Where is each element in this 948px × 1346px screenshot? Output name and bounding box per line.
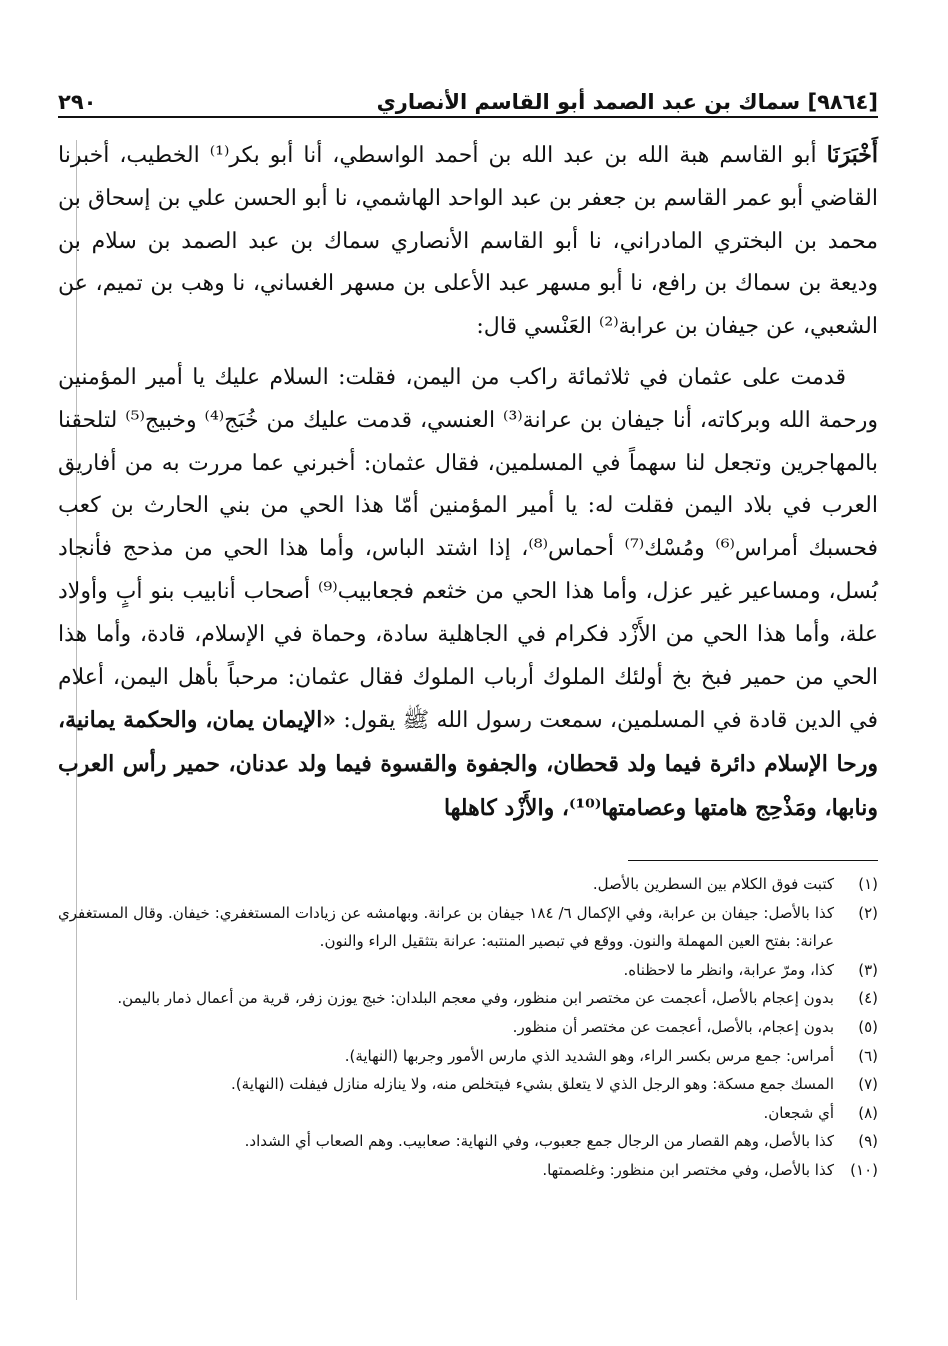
footnote-number: (١): [858, 875, 878, 893]
page-number: ٢٩٠: [58, 90, 97, 114]
footnotes: [58, 870, 878, 1185]
footnote-number: (٤): [858, 989, 878, 1008]
footnote-number: (٢): [858, 903, 878, 922]
footnote: [58, 1042, 878, 1071]
footnote-text: كتبت فوق الكلام بين السطرين بالأصل.: [592, 875, 834, 893]
header-rule: [58, 116, 878, 118]
running-title: [٩٨٦٤] سماك بن عبد الصمد أبو القاسم الأنصاري: [376, 90, 878, 114]
paragraph-lead-word: أَخْبَرَنَا: [826, 142, 878, 168]
paragraph-isnad: [58, 134, 878, 349]
footnote-number: (٣): [858, 960, 878, 979]
footnote-number: (٦): [858, 1046, 878, 1065]
footnote-separator: [628, 860, 878, 861]
running-header: [58, 74, 878, 114]
footnote-text: كذا بالأصل، وهم القصار من الرجال جمع جعبوب، وفي النهاية: صعابيب. وهم الصعاب أي الشداد.: [244, 1132, 834, 1151]
paragraph-isnad-text: أبو القاسم هبة الله بن عبد الله بن أحمد الواسطي، أنا أبو بكر⁽¹⁾ الخطيب، أخبرنا القاضي أبو عمر القاسم بن جعفر بن عبد الواحد الهاشمي، نا أبو الحسن علي بن إسحاق بن محمد بن البختري المادراني، نا أبو القاسم الأنصاري سماك بن عبد الصمد بن سلام بن وديعة بن سماك بن رافع، نا أبو مسهر عبد الأعلى بن مسهر الغساني، نا وهب بن تميم، عن الشعبي، عن جيفان بن عرابة⁽²⁾ العَنْسي قال:: [58, 143, 878, 340]
footnote: [58, 870, 878, 899]
footnote: [58, 956, 878, 985]
footnote: [58, 1013, 878, 1042]
footnote: [58, 1156, 878, 1185]
main-text: [58, 134, 878, 831]
footnote-number: (٥): [858, 1017, 878, 1036]
footnote-text: كذا بالأصل، وفي مختصر ابن منظور: وغلصمتها.: [542, 1160, 834, 1179]
footnote: [58, 899, 878, 956]
footnote: [58, 1099, 878, 1128]
footnote-number: (١٠): [850, 1160, 878, 1179]
paragraph-narration: [58, 357, 878, 831]
footnote-text: المسك جمع مسكة: وهو الرجل الذي لا يتعلق بشيء فيتخلص منه، ولا ينازله منازل فيفلت (النهاية).: [231, 1075, 834, 1094]
footnote-text: بدون إعجام، بالأصل، أعجمت عن مختصر أن منظور.: [512, 1017, 834, 1036]
footnote-text: أي شجعان.: [763, 1103, 834, 1122]
footnote-text: كذا بالأصل: جيفان بن عرابة، وفي الإكمال ٦/ ١٨٤ جيفان بن عرانة. وبهامشه عن زيادات المستغفري: خيفان. وقال المستغفري عرانة: بفتح العين المهملة والنون. ووقع في تبصير المنتبه: عرانة بتثقيل الراء والنون.: [58, 903, 835, 951]
footnote-number: (٧): [858, 1075, 878, 1094]
paragraph-narration-text: قدمت على عثمان في ثلاثمائة راكب من اليمن، فقلت: السلام عليك يا أمير المؤمنين ورحمة الله وبركاته، أنا جيفان بن عرانة⁽³⁾ العنسي، قدمت عليك من خُبَج⁽⁴⁾ وخبيج⁽⁵⁾ لتلحقنا بالمهاجرين وتجعل لنا سهماً في المسلمين، فقال عثمان: أخبرني عما مررت به من أفاريق العرب في بلاد اليمن فقلت له: يا أمير المؤمنين أمّا هذا الحي من بني الحارث بن كعب فحسبك أمراس⁽⁶⁾ ومُسْك⁽⁷⁾ أحماس⁽⁸⁾، إذا اشتد الباس، وأما هذا الحي من مذحج فأنجاد بُسل، ومساعير غير عزل، وأما هذا الحي من خثعم فجعابيب⁽⁹⁾ أصحاب أنابيب بنو أبٍ وأولاد علة، وأما هذا الحي من الأَزْد فكرام في الجاهلية سادة، وحماة في الإسلام، قادة، وأما هذا الحي من حمير فبخ بخ أولئك الملوك أرباب الملوك فقال عثمان: مرحباً بأهل اليمن، أعلام في الدين قادة في المسلمين، سمعت رسول الله ﷺ يقول:: [58, 364, 879, 734]
footnote-number: (٩): [858, 1132, 878, 1151]
footnote-text: أمراس: جمع مرس بكسر الراء، وهو الشديد الذي مارس الأمور وجربها (النهاية).: [344, 1046, 834, 1065]
footnote-text: بدون إعجام بالأصل، أعجمت عن مختصر ابن منظور، وفي معجم البلدان: خبج يوزن زفر، قرية من أعمال ذمار باليمن.: [117, 989, 834, 1008]
footnote: [58, 984, 878, 1013]
footnote-number: (٨): [858, 1103, 878, 1122]
footnote: [58, 1070, 878, 1099]
footnote-text: كذا، ومرّ عرابة، وانظر ما لاحظناه.: [623, 960, 834, 979]
hadith-quote: «الإيمان يمان، والحكمة يمانية، ورحا الإسلام دائرة فيما ولد قحطان، والجفوة والقسوة فيما ولد عدنان، حمير رأس العرب ونابها، ومَذْحِج هامتها وعصامتها⁽¹⁰⁾، والأَزْد كاهلها: [58, 707, 878, 821]
footnote: [58, 1127, 878, 1156]
